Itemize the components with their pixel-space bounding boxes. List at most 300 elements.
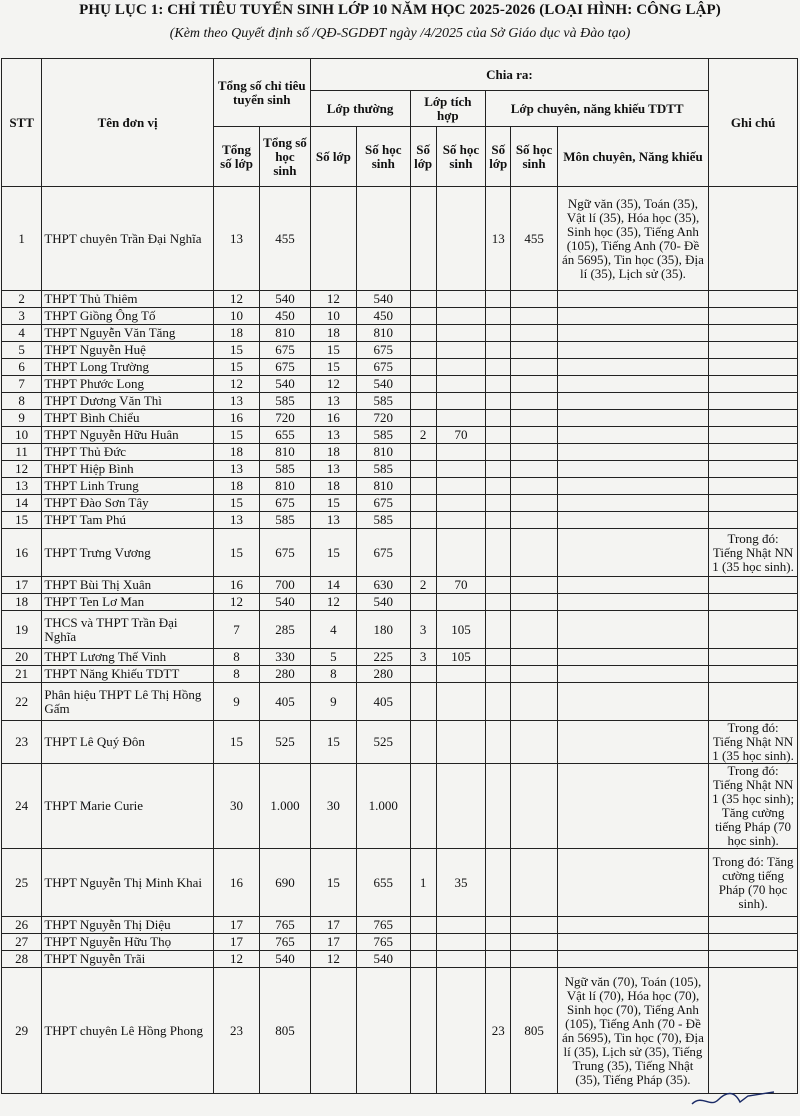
- row-total-students: 700: [260, 577, 310, 594]
- row-specialized-classes: [486, 376, 511, 393]
- row-regular-classes: 16: [310, 410, 356, 427]
- row-total-students: 280: [260, 666, 310, 683]
- row-unit-name: THPT Lê Quý Đôn: [42, 721, 213, 764]
- row-subject: [557, 359, 708, 376]
- row-regular-students: 225: [357, 649, 410, 666]
- row-total-classes: 16: [213, 577, 259, 594]
- row-regular-students: 525: [357, 721, 410, 764]
- row-subject: [557, 529, 708, 577]
- row-specialized-students: 455: [511, 187, 557, 291]
- row-total-students: 405: [260, 683, 310, 721]
- row-integrated-students: [436, 461, 485, 478]
- row-stt: 11: [2, 444, 42, 461]
- row-subject: [557, 849, 708, 917]
- table-row: [2, 611, 798, 649]
- row-integrated-classes: [410, 512, 436, 529]
- row-unit-name: THPT Phước Long: [42, 376, 213, 393]
- header-integrated-classes: Số lớp: [410, 127, 436, 187]
- row-note: [709, 649, 798, 666]
- row-subject: [557, 376, 708, 393]
- row-integrated-classes: [410, 444, 436, 461]
- row-total-classes: 13: [213, 461, 259, 478]
- row-integrated-classes: 2: [410, 427, 436, 444]
- row-unit-name: THPT Bình Chiểu: [42, 410, 213, 427]
- row-specialized-students: [511, 594, 557, 611]
- row-specialized-classes: [486, 849, 511, 917]
- row-specialized-students: [511, 934, 557, 951]
- row-regular-classes: 12: [310, 291, 356, 308]
- row-regular-students: 810: [357, 325, 410, 342]
- row-regular-classes: 18: [310, 478, 356, 495]
- row-integrated-students: [436, 764, 485, 849]
- row-subject: [557, 721, 708, 764]
- header-total-students: Tổng số học sinh: [260, 127, 310, 187]
- row-integrated-classes: 2: [410, 577, 436, 594]
- row-total-classes: 17: [213, 917, 259, 934]
- row-integrated-classes: 1: [410, 849, 436, 917]
- row-unit-name: THPT Giồng Ông Tố: [42, 308, 213, 325]
- table-row: [2, 666, 798, 683]
- row-stt: 14: [2, 495, 42, 512]
- row-integrated-classes: [410, 721, 436, 764]
- row-stt: 16: [2, 529, 42, 577]
- row-specialized-students: [511, 951, 557, 968]
- row-note: [709, 291, 798, 308]
- row-stt: 21: [2, 666, 42, 683]
- row-regular-students: [357, 968, 410, 1094]
- row-regular-students: 765: [357, 917, 410, 934]
- row-stt: 7: [2, 376, 42, 393]
- row-specialized-students: [511, 529, 557, 577]
- row-specialized-students: [511, 577, 557, 594]
- row-specialized-classes: [486, 291, 511, 308]
- row-unit-name: THPT Bùi Thị Xuân: [42, 577, 213, 594]
- row-subject: [557, 666, 708, 683]
- row-note: [709, 187, 798, 291]
- row-integrated-classes: [410, 968, 436, 1094]
- row-note: [709, 934, 798, 951]
- row-unit-name: THPT Nguyễn Hữu Huân: [42, 427, 213, 444]
- row-regular-classes: 15: [310, 529, 356, 577]
- row-subject: Ngữ văn (35), Toán (35), Vật lí (35), Hóa học (35), Sinh học (35), Tiếng Anh (105), Tiếng Anh (70- Đề án 5695), Tin học (35), Địa lí (35), Lịch sử (35).: [557, 187, 708, 291]
- row-total-classes: 8: [213, 649, 259, 666]
- row-stt: 27: [2, 934, 42, 951]
- table-row: [2, 764, 798, 849]
- table-row: [2, 308, 798, 325]
- row-regular-classes: 13: [310, 393, 356, 410]
- row-integrated-classes: [410, 951, 436, 968]
- header-specialized-classes: Số lớp: [486, 127, 511, 187]
- row-total-classes: 15: [213, 529, 259, 577]
- row-unit-name: THPT Thủ Thiêm: [42, 291, 213, 308]
- row-regular-students: 180: [357, 611, 410, 649]
- row-specialized-classes: [486, 666, 511, 683]
- row-regular-classes: 15: [310, 495, 356, 512]
- row-integrated-students: [436, 495, 485, 512]
- row-stt: 13: [2, 478, 42, 495]
- row-regular-students: 585: [357, 393, 410, 410]
- row-specialized-classes: [486, 577, 511, 594]
- table-row: [2, 495, 798, 512]
- row-total-students: 455: [260, 187, 310, 291]
- row-note: [709, 917, 798, 934]
- row-regular-classes: 13: [310, 427, 356, 444]
- row-integrated-classes: [410, 342, 436, 359]
- enrollment-table: [1, 58, 798, 1094]
- row-subject: [557, 917, 708, 934]
- row-stt: 2: [2, 291, 42, 308]
- row-specialized-students: [511, 342, 557, 359]
- row-note: Trong đó: Tăng cường tiếng Pháp (70 học sinh).: [709, 849, 798, 917]
- row-integrated-classes: [410, 917, 436, 934]
- signature-mark: [688, 1082, 778, 1112]
- header-regular: Lớp thường: [310, 91, 410, 127]
- row-specialized-classes: [486, 427, 511, 444]
- table-row: [2, 529, 798, 577]
- row-specialized-students: [511, 410, 557, 427]
- row-regular-classes: 13: [310, 512, 356, 529]
- table-row: [2, 187, 798, 291]
- header-note: Ghi chú: [709, 59, 798, 187]
- table-row: [2, 461, 798, 478]
- row-stt: 28: [2, 951, 42, 968]
- table-row: [2, 376, 798, 393]
- row-specialized-students: [511, 478, 557, 495]
- row-specialized-students: [511, 611, 557, 649]
- row-note: [709, 342, 798, 359]
- row-specialized-classes: [486, 594, 511, 611]
- row-note: [709, 410, 798, 427]
- row-note: [709, 427, 798, 444]
- row-regular-students: 675: [357, 359, 410, 376]
- row-regular-classes: 17: [310, 934, 356, 951]
- table-body: [2, 187, 798, 1094]
- row-subject: [557, 594, 708, 611]
- table-row: [2, 721, 798, 764]
- row-specialized-classes: [486, 359, 511, 376]
- row-subject: [557, 649, 708, 666]
- row-total-students: 675: [260, 342, 310, 359]
- row-total-classes: 8: [213, 666, 259, 683]
- row-regular-students: 405: [357, 683, 410, 721]
- row-total-students: 540: [260, 951, 310, 968]
- row-specialized-students: 805: [511, 968, 557, 1094]
- row-note: [709, 683, 798, 721]
- row-integrated-classes: [410, 461, 436, 478]
- row-note: [709, 308, 798, 325]
- row-note: [709, 376, 798, 393]
- row-unit-name: THPT Marie Curie: [42, 764, 213, 849]
- row-regular-classes: 15: [310, 721, 356, 764]
- row-regular-students: 540: [357, 376, 410, 393]
- row-integrated-students: [436, 342, 485, 359]
- row-regular-classes: 12: [310, 594, 356, 611]
- page-subtitle: (Kèm theo Quyết định số /QĐ-SGDĐT ngày /4/2025 của Sở Giáo dục và Đào tạo): [169, 26, 631, 41]
- row-stt: 6: [2, 359, 42, 376]
- table-row: [2, 951, 798, 968]
- row-integrated-classes: [410, 187, 436, 291]
- row-regular-classes: 15: [310, 849, 356, 917]
- row-specialized-classes: [486, 649, 511, 666]
- row-total-students: 765: [260, 917, 310, 934]
- row-total-students: 330: [260, 649, 310, 666]
- row-subject: [557, 934, 708, 951]
- row-specialized-classes: [486, 495, 511, 512]
- row-unit-name: THPT Ten Lơ Man: [42, 594, 213, 611]
- row-regular-students: 540: [357, 951, 410, 968]
- row-unit-name: THPT Nguyễn Huệ: [42, 342, 213, 359]
- row-stt: 5: [2, 342, 42, 359]
- row-unit-name: THPT Nguyễn Văn Tăng: [42, 325, 213, 342]
- row-integrated-classes: [410, 410, 436, 427]
- row-total-classes: 15: [213, 342, 259, 359]
- row-regular-classes: 13: [310, 461, 356, 478]
- row-specialized-students: [511, 495, 557, 512]
- row-integrated-classes: [410, 325, 436, 342]
- row-integrated-classes: 3: [410, 611, 436, 649]
- row-unit-name: THPT Nguyễn Thị Minh Khai: [42, 849, 213, 917]
- row-note: [709, 594, 798, 611]
- row-stt: 29: [2, 968, 42, 1094]
- row-note: [709, 666, 798, 683]
- row-regular-classes: 10: [310, 308, 356, 325]
- row-subject: [557, 951, 708, 968]
- row-specialized-students: [511, 649, 557, 666]
- row-integrated-students: [436, 393, 485, 410]
- row-integrated-students: [436, 478, 485, 495]
- row-total-students: 765: [260, 934, 310, 951]
- row-regular-classes: 5: [310, 649, 356, 666]
- row-regular-students: [357, 187, 410, 291]
- row-unit-name: THPT Nguyễn Hữu Thọ: [42, 934, 213, 951]
- row-regular-students: 810: [357, 478, 410, 495]
- row-stt: 8: [2, 393, 42, 410]
- row-integrated-students: [436, 721, 485, 764]
- row-specialized-classes: [486, 325, 511, 342]
- row-integrated-classes: [410, 478, 436, 495]
- row-note: [709, 359, 798, 376]
- row-note: [709, 461, 798, 478]
- row-total-classes: 13: [213, 512, 259, 529]
- row-total-students: 675: [260, 359, 310, 376]
- row-subject: [557, 427, 708, 444]
- row-note: Trong đó: Tiếng Nhật NN 1 (35 học sinh).: [709, 721, 798, 764]
- row-specialized-students: [511, 683, 557, 721]
- row-integrated-students: 105: [436, 611, 485, 649]
- row-total-students: 585: [260, 393, 310, 410]
- row-unit-name: THPT Dương Văn Thì: [42, 393, 213, 410]
- row-integrated-classes: [410, 683, 436, 721]
- row-unit-name: THPT Năng Khiếu TDTT: [42, 666, 213, 683]
- row-regular-students: 810: [357, 444, 410, 461]
- row-total-classes: 18: [213, 478, 259, 495]
- row-integrated-students: [436, 968, 485, 1094]
- row-integrated-students: [436, 308, 485, 325]
- row-total-students: 540: [260, 594, 310, 611]
- row-subject: [557, 444, 708, 461]
- table-row: [2, 291, 798, 308]
- row-stt: 9: [2, 410, 42, 427]
- row-subject: [557, 308, 708, 325]
- row-regular-classes: [310, 968, 356, 1094]
- row-integrated-classes: 3: [410, 649, 436, 666]
- row-total-students: 655: [260, 427, 310, 444]
- row-subject: [557, 325, 708, 342]
- row-integrated-students: [436, 291, 485, 308]
- row-total-classes: 18: [213, 325, 259, 342]
- header-specialized: Lớp chuyên, năng khiếu TDTT: [486, 91, 709, 127]
- row-regular-students: 720: [357, 410, 410, 427]
- header-integrated-students: Số học sinh: [436, 127, 485, 187]
- row-note: [709, 478, 798, 495]
- row-integrated-classes: [410, 359, 436, 376]
- row-integrated-students: 70: [436, 427, 485, 444]
- row-regular-classes: 14: [310, 577, 356, 594]
- row-total-students: 525: [260, 721, 310, 764]
- row-total-classes: 17: [213, 934, 259, 951]
- row-total-students: 690: [260, 849, 310, 917]
- header-integrated: Lớp tích hợp: [410, 91, 486, 127]
- row-integrated-students: 35: [436, 849, 485, 917]
- table-row: [2, 577, 798, 594]
- row-total-students: 675: [260, 529, 310, 577]
- row-specialized-classes: [486, 764, 511, 849]
- row-note: Trong đó: Tiếng Nhật NN 1 (35 học sinh); Tăng cường tiếng Pháp (70 học sinh).: [709, 764, 798, 849]
- row-unit-name: THPT chuyên Lê Hồng Phong: [42, 968, 213, 1094]
- row-total-classes: 10: [213, 308, 259, 325]
- row-unit-name: THPT Tam Phú: [42, 512, 213, 529]
- row-subject: [557, 410, 708, 427]
- row-total-classes: 16: [213, 849, 259, 917]
- row-stt: 3: [2, 308, 42, 325]
- row-note: [709, 393, 798, 410]
- row-note: [709, 968, 798, 1094]
- row-integrated-students: [436, 187, 485, 291]
- row-specialized-classes: [486, 512, 511, 529]
- row-subject: [557, 461, 708, 478]
- table-row: [2, 849, 798, 917]
- row-specialized-classes: [486, 934, 511, 951]
- row-note: [709, 512, 798, 529]
- row-unit-name: THPT chuyên Trần Đại Nghĩa: [42, 187, 213, 291]
- row-specialized-students: [511, 512, 557, 529]
- row-regular-students: 540: [357, 594, 410, 611]
- row-specialized-students: [511, 359, 557, 376]
- row-total-classes: 23: [213, 968, 259, 1094]
- row-stt: 12: [2, 461, 42, 478]
- row-specialized-students: [511, 461, 557, 478]
- row-unit-name: THPT Linh Trung: [42, 478, 213, 495]
- table-row: [2, 917, 798, 934]
- row-integrated-students: [436, 444, 485, 461]
- row-unit-name: THPT Hiệp Bình: [42, 461, 213, 478]
- row-stt: 25: [2, 849, 42, 917]
- row-stt: 1: [2, 187, 42, 291]
- row-specialized-students: [511, 308, 557, 325]
- row-specialized-classes: [486, 721, 511, 764]
- row-specialized-students: [511, 376, 557, 393]
- row-stt: 17: [2, 577, 42, 594]
- row-stt: 4: [2, 325, 42, 342]
- header-total: Tổng số chỉ tiêu tuyển sinh: [213, 59, 310, 127]
- row-unit-name: THPT Lương Thế Vinh: [42, 649, 213, 666]
- row-subject: [557, 495, 708, 512]
- row-regular-classes: 4: [310, 611, 356, 649]
- row-total-students: 585: [260, 461, 310, 478]
- table-row: [2, 359, 798, 376]
- row-unit-name: THCS và THPT Trần Đại Nghĩa: [42, 611, 213, 649]
- table-row: [2, 683, 798, 721]
- row-specialized-students: [511, 291, 557, 308]
- row-integrated-students: [436, 666, 485, 683]
- row-stt: 23: [2, 721, 42, 764]
- row-specialized-classes: [486, 308, 511, 325]
- row-integrated-students: [436, 917, 485, 934]
- row-integrated-students: [436, 951, 485, 968]
- header-split: Chia ra:: [310, 59, 708, 91]
- row-note: [709, 577, 798, 594]
- row-total-students: 285: [260, 611, 310, 649]
- row-note: [709, 444, 798, 461]
- row-subject: [557, 291, 708, 308]
- row-regular-classes: 8: [310, 666, 356, 683]
- row-subject: [557, 342, 708, 359]
- row-specialized-classes: [486, 393, 511, 410]
- row-integrated-classes: [410, 308, 436, 325]
- row-specialized-classes: [486, 529, 511, 577]
- row-total-students: 805: [260, 968, 310, 1094]
- row-regular-classes: 15: [310, 359, 356, 376]
- row-note: [709, 611, 798, 649]
- row-regular-classes: 9: [310, 683, 356, 721]
- row-subject: [557, 683, 708, 721]
- page-title: PHỤ LỤC 1: CHỈ TIÊU TUYỂN SINH LỚP 10 NĂM HỌC 2025-2026 (LOẠI HÌNH: CÔNG LẬP): [79, 2, 721, 18]
- row-specialized-students: [511, 764, 557, 849]
- row-stt: 18: [2, 594, 42, 611]
- row-regular-students: 765: [357, 934, 410, 951]
- row-stt: 10: [2, 427, 42, 444]
- row-specialized-students: [511, 917, 557, 934]
- table-row: [2, 649, 798, 666]
- row-integrated-students: [436, 594, 485, 611]
- row-stt: 19: [2, 611, 42, 649]
- row-total-classes: 12: [213, 594, 259, 611]
- row-unit-name: THPT Nguyễn Trãi: [42, 951, 213, 968]
- row-specialized-students: [511, 721, 557, 764]
- row-integrated-classes: [410, 764, 436, 849]
- row-integrated-students: [436, 359, 485, 376]
- row-total-students: 810: [260, 478, 310, 495]
- row-integrated-students: 105: [436, 649, 485, 666]
- row-unit-name: THPT Long Trường: [42, 359, 213, 376]
- table-row: [2, 968, 798, 1094]
- row-specialized-classes: 23: [486, 968, 511, 1094]
- row-regular-students: 675: [357, 342, 410, 359]
- header-specialized-students: Số học sinh: [511, 127, 557, 187]
- row-regular-students: 450: [357, 308, 410, 325]
- row-subject: [557, 577, 708, 594]
- row-unit-name: THPT Nguyễn Thị Diệu: [42, 917, 213, 934]
- row-total-students: 810: [260, 444, 310, 461]
- row-total-classes: 12: [213, 951, 259, 968]
- row-integrated-classes: [410, 666, 436, 683]
- row-note: [709, 951, 798, 968]
- table-row: [2, 512, 798, 529]
- table-row: [2, 342, 798, 359]
- row-integrated-classes: [410, 291, 436, 308]
- row-integrated-classes: [410, 495, 436, 512]
- row-specialized-classes: [486, 683, 511, 721]
